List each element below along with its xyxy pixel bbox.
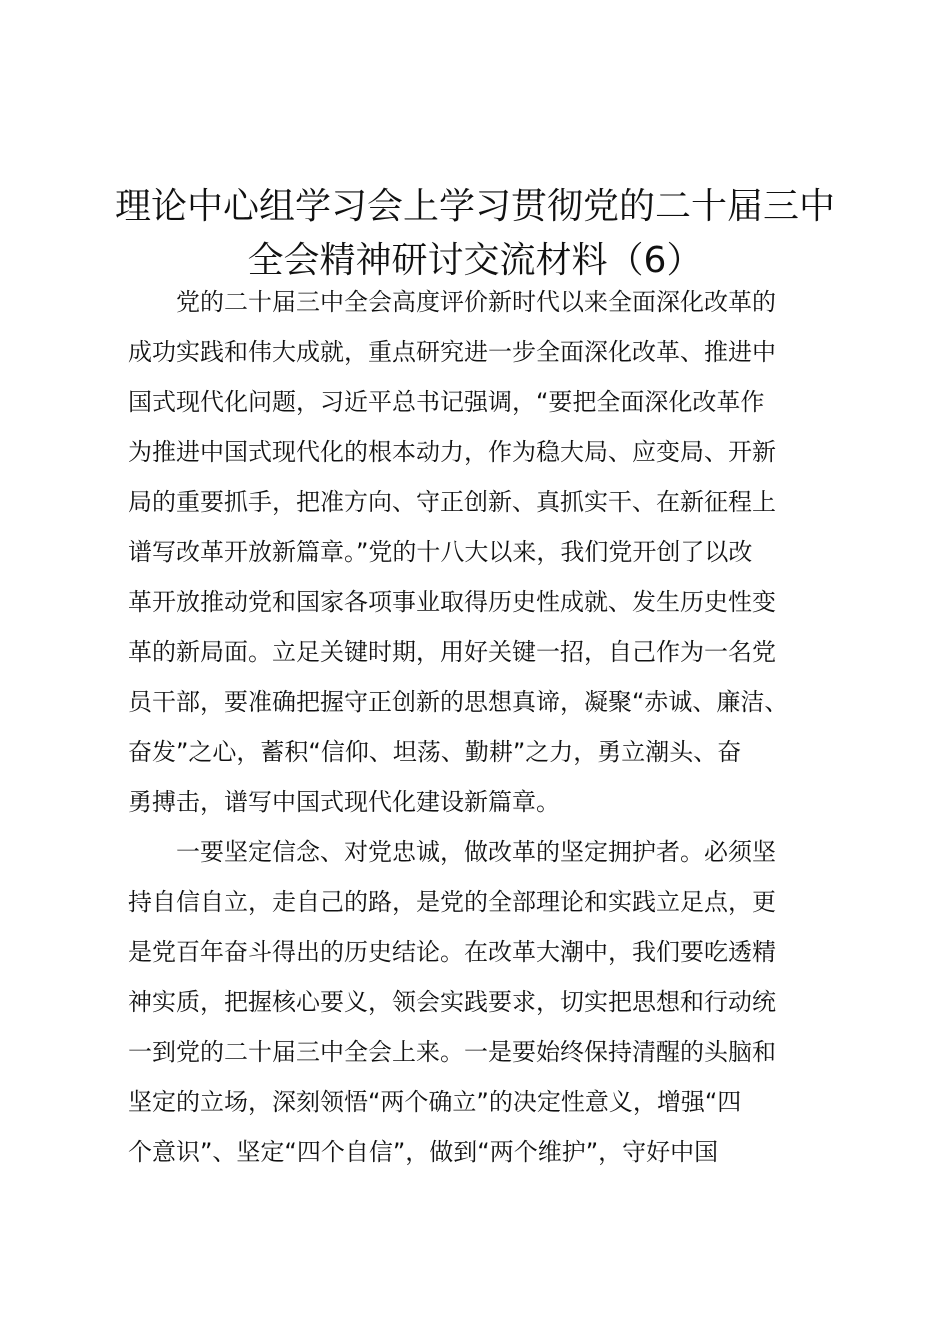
text-line: 一要坚定信念、对党忠诚，做改革的坚定拥护者。必须坚 [176, 838, 776, 866]
document-body [128, 277, 840, 1177]
text-line: 国式现代化问题，习近平总书记强调，“要把全面深化改革作 [128, 388, 765, 416]
text-line: 持自信自立，走自己的路，是党的全部理论和实践立足点，更 [128, 888, 776, 916]
text-line: 奋发”之心，蓄积“信仰、坦荡、勤耕”之力，勇立潮头、奋 [128, 738, 742, 766]
text-line: 成功实践和伟大成就，重点研究进一步全面深化改革、推进中 [128, 338, 776, 366]
text-line: 勇搏击，谱写中国式现代化建设新篇章。 [128, 788, 560, 816]
text-line: 员干部，要准确把握守正创新的思想真谛，凝聚“赤诚、廉洁、 [128, 688, 789, 716]
text-line: 局的重要抓手，把准方向、守正创新、真抓实干、在新征程上 [128, 488, 776, 516]
text-line: 谱写改革开放新篇章。”党的十八大以来，我们党开创了以改 [128, 538, 753, 566]
text-line: 神实质，把握核心要义，领会实践要求，切实把思想和行动统 [128, 988, 776, 1016]
text-line: 为推进中国式现代化的根本动力，作为稳大局、应变局、开新 [128, 438, 776, 466]
paragraph [128, 277, 840, 827]
text-line: 个意识”、坚定“四个自信”，做到“两个维护”，守好中国 [128, 1138, 719, 1166]
text-line: 党的二十届三中全会高度评价新时代以来全面深化改革的 [176, 288, 776, 316]
text-line: 革开放推动党和国家各项事业取得历史性成就、发生历史性变 [128, 588, 776, 616]
text-line: 是党百年奋斗得出的历史结论。在改革大潮中，我们要吃透精 [128, 938, 776, 966]
text-line: 一到党的二十届三中全会上来。一是要始终保持清醒的头脑和 [128, 1038, 776, 1066]
title-line: 理论中心组学习会上学习贯彻党的二十届三中 [114, 186, 835, 227]
text-line: 革的新局面。立足关键时期，用好关键一招，自己作为一名党 [128, 638, 776, 666]
paragraph [128, 827, 840, 1177]
text-line: 坚定的立场，深刻领悟“两个确立”的决定性意义，增强“四 [128, 1088, 742, 1116]
title-line: 全会精神研讨交流材料（6） [247, 240, 703, 281]
document-title [0, 180, 950, 288]
